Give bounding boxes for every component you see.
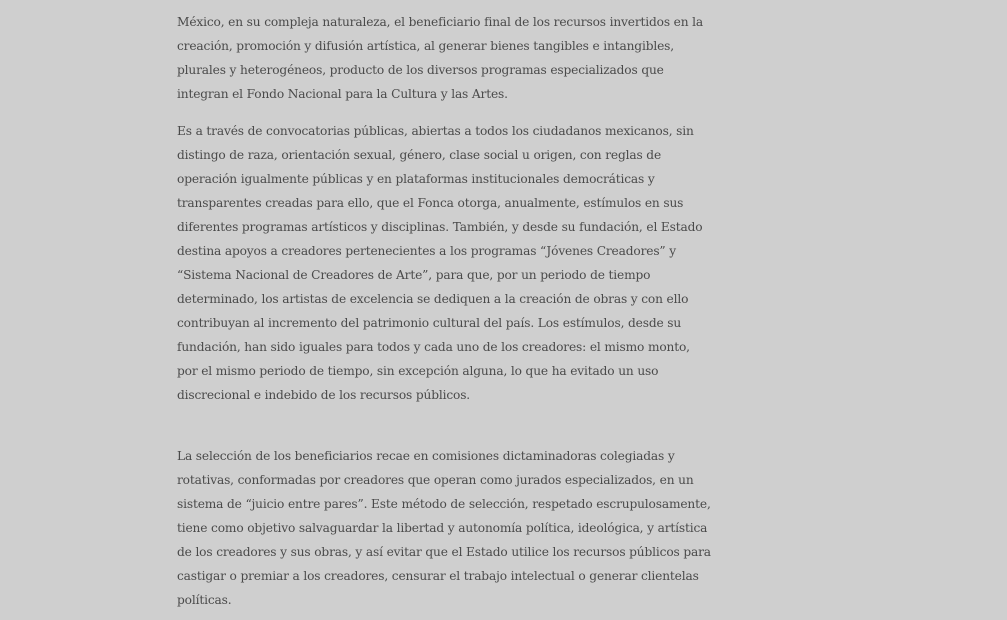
paragraph-line: La selección de los beneficiarios recae en comisiones dictaminadoras colegiadas y [177, 449, 675, 463]
paragraph-line: discrecional e indebido de los recursos públicos. [177, 388, 471, 402]
paragraph-line: plurales y heterogéneos, producto de los diversos programas especializados que [177, 63, 664, 77]
paragraph-line: sistema de “juicio entre pares”. Este método de selección, respetado escrupulosamente, [177, 497, 711, 511]
paragraph-3 [177, 444, 717, 612]
clipped-top-line [177, 0, 717, 10]
paragraph-line: distingo de raza, orientación sexual, género, clase social u origen, con reglas de [177, 148, 662, 162]
paragraph-line: contribuyan al incremento del patrimonio cultural del país. Los estímulos, desde su [177, 316, 682, 330]
paragraph-line: castigar o premiar a los creadores, censurar el trabajo intelectual o generar clientelas [177, 569, 699, 583]
paragraph-line: determinado, los artistas de excelencia se dediquen a la creación de obras y con ello [177, 292, 689, 306]
paragraph-line: de los creadores y sus obras, y así evitar que el Estado utilice los recursos públicos para [177, 545, 711, 559]
paragraph-line: operación igualmente públicas y en plataformas institucionales democráticas y [177, 172, 655, 186]
paragraph-line: creación, promoción y difusión artística, al generar bienes tangibles e intangibles, [177, 39, 674, 53]
paragraph-line: rotativas, conformadas por creadores que operan como jurados especializados, en un [177, 473, 694, 487]
paragraph-line: diferentes programas artísticos y disciplinas. También, y desde su fundación, el Estado [177, 220, 703, 234]
article-body [177, 0, 717, 612]
paragraph-line: políticas. [177, 593, 232, 607]
paragraph-line: integran el Fondo Nacional para la Cultura y las Artes. [177, 87, 508, 101]
paragraph-line: México, en su compleja naturaleza, el beneficiario final de los recursos invertidos en la [177, 15, 704, 29]
paragraph-line: por el mismo periodo de tiempo, sin excepción alguna, lo que ha evitado un uso [177, 364, 659, 378]
paragraph-line: Es a través de convocatorias públicas, abiertas a todos los ciudadanos mexicanos, sin [177, 124, 694, 138]
paragraph-line: “Sistema Nacional de Creadores de Arte”, para que, por un periodo de tiempo [177, 268, 651, 282]
paragraph-line: tiene como objetivo salvaguardar la libertad y autonomía política, ideológica, y artística [177, 521, 708, 535]
paragraph-line: fundación, han sido iguales para todos y cada uno de los creadores: el mismo monto, [177, 340, 690, 354]
paragraph-1 [177, 10, 717, 106]
paragraph-line: destina apoyos a creadores pertenecientes a los programas “Jóvenes Creadores” y [177, 244, 676, 258]
paragraph-line: transparentes creadas para ello, que el Fonca otorga, anualmente, estímulos en sus [177, 196, 684, 210]
paragraph-2 [177, 119, 717, 407]
